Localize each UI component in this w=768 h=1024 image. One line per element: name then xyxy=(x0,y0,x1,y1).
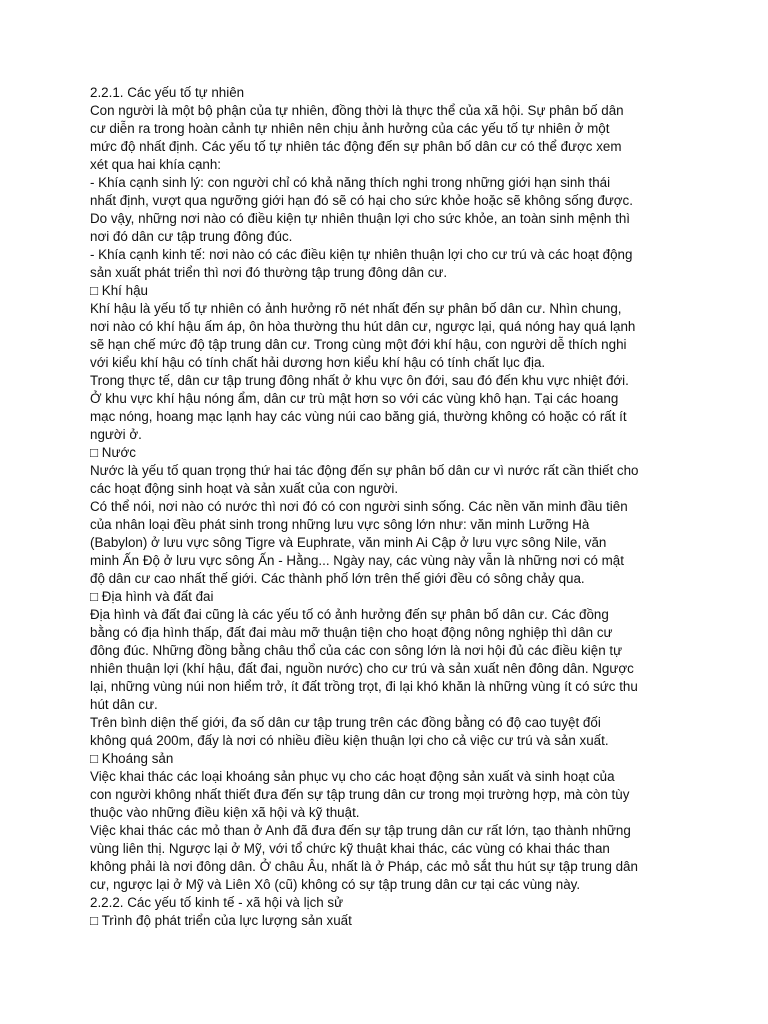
paragraph-line: vùng liên thị. Ngược lại ở Mỹ, với tổ chức kỹ thuật khai thác, các vùng có khai thác than xyxy=(90,841,610,856)
paragraph-line: minh Ấn Độ ở lưu vực sông Ấn - Hằng... Ngày nay, các vùng này vẫn là những nơi có mật xyxy=(90,553,624,568)
paragraph-line: - Khía cạnh kinh tế: nơi nào có các điều kiện tự nhiên thuận lợi cho cư trú và các hoạt động xyxy=(90,247,633,262)
paragraph-line: không quá 200m, đấy là nơi có nhiều điều kiện thuận lợi cho cả việc cư trú và sản xuất. xyxy=(90,733,609,748)
paragraph-line: - Khía cạnh sinh lý: con người chỉ có khả năng thích nghi trong những giới hạn sinh thái xyxy=(90,175,611,190)
paragraph-line: Địa hình và đất đai cũng là các yếu tố có ảnh hưởng đến sự phân bố dân cư. Các đồng xyxy=(90,607,609,622)
paragraph-line: Do vậy, những nơi nào có điều kiện tự nhiên thuận lợi cho sức khỏe, an toàn sinh mệnh thì xyxy=(90,211,630,226)
subsection-heading: □ Khoáng sản xyxy=(90,751,174,766)
subsection-heading: □ Địa hình và đất đai xyxy=(90,589,214,604)
paragraph-line: mạc nóng, hoang mạc lạnh hay các vùng núi cao băng giá, thường không có hoặc có rất ít xyxy=(90,409,627,424)
document-page xyxy=(90,84,690,930)
paragraph-line: Trong thực tế, dân cư tập trung đông nhất ở khu vực ôn đới, sau đó đến khu vực nhiệt đới. xyxy=(90,373,629,388)
subsection-heading: □ Trình độ phát triển của lực lượng sản xuất xyxy=(90,913,352,928)
paragraph-line: của nhân loại đều phát sinh trong những lưu vực sông lớn như: văn minh Lưỡng Hà xyxy=(90,517,590,532)
paragraph-line: con người không nhất thiết đưa đến sự tập trung dân cư trong mọi trường hợp, mà còn tùy xyxy=(90,787,630,802)
paragraph-line: đông đúc. Những đồng bằng châu thổ của các con sông lớn là nơi hội đủ các điều kiện tự xyxy=(90,643,623,658)
paragraph-line: Trên bình diện thế giới, đa số dân cư tập trung trên các đồng bằng có độ cao tuyệt đối xyxy=(90,715,601,730)
paragraph-line: các hoạt động sinh hoạt và sản xuất của con người. xyxy=(90,481,399,496)
paragraph-line: nơi đó dân cư tập trung đông đúc. xyxy=(90,229,293,244)
paragraph-line: nơi nào có khí hậu ấm áp, ôn hòa thường thu hút dân cư, ngược lại, quá nóng hay quá lạnh xyxy=(90,319,636,334)
paragraph-line: thuộc vào những điều kiện xã hội và kỹ thuật. xyxy=(90,805,360,820)
paragraph-line: với kiểu khí hậu có tính chất hải dương hơn kiểu khí hậu có tính chất lục địa. xyxy=(90,355,546,370)
subsection-heading: □ Nước xyxy=(90,445,136,460)
paragraph-line: bằng có địa hình thấp, đất đai màu mỡ thuận tiện cho hoạt động nông nghiệp thì dân cư xyxy=(90,625,613,640)
paragraph-line: Có thể nói, nơi nào có nước thì nơi đó có con người sinh sống. Các nền văn minh đầu tiên xyxy=(90,499,628,514)
subsection-heading: □ Khí hậu xyxy=(90,283,148,298)
paragraph-line: cư, ngược lại ở Mỹ và Liên Xô (cũ) không có sự tập trung dân cư tại các vùng này. xyxy=(90,877,581,892)
paragraph-line: (Babylon) ở lưu vực sông Tigre và Euphrate, văn minh Ai Cập ở lưu vực sông Nile, văn xyxy=(90,535,607,550)
paragraph-line: lại, những vùng núi non hiểm trở, ít đất trồng trọt, đi lại khó khăn là những vùng ít có sức thu xyxy=(90,679,638,694)
paragraph-line: hút dân cư. xyxy=(90,697,158,712)
paragraph-line: xét qua hai khía cạnh: xyxy=(90,157,222,172)
paragraph-line: nhiên thuận lợi (khí hậu, đất đai, nguồn nước) cho cư trú và sản xuất nên đông dân. Ngược xyxy=(90,661,634,676)
section-heading: 2.2.2. Các yếu tố kinh tế - xã hội và lịch sử xyxy=(90,895,344,910)
paragraph-line: Con người là một bộ phận của tự nhiên, đồng thời là thực thể của xã hội. Sự phân bố dân xyxy=(90,103,624,118)
section-heading: 2.2.1. Các yếu tố tự nhiên xyxy=(90,85,245,100)
paragraph-line: sản xuất phát triển thì nơi đó thường tập trung đông dân cư. xyxy=(90,265,448,280)
paragraph-line: Ở khu vực khí hậu nóng ẩm, dân cư trù mật hơn so với các vùng khô hạn. Tại các hoang xyxy=(90,391,619,406)
paragraph-line: Nước là yếu tố quan trọng thứ hai tác động đến sự phân bố dân cư vì nước rất cần thiết cho xyxy=(90,463,639,478)
paragraph-line: không phải là nơi đông dân. Ở châu Âu, nhất là ở Pháp, các mỏ sắt thu hút sự tập trung dân xyxy=(90,859,638,874)
paragraph-line: mức độ nhất định. Các yếu tố tự nhiên tác động đến sự phân bố dân cư có thể được xem xyxy=(90,139,622,154)
paragraph-line: Khí hậu là yếu tố tự nhiên có ảnh hưởng rõ nét nhất đến sự phân bố dân cư. Nhìn chung, xyxy=(90,301,622,316)
paragraph-line: sẽ hạn chế mức độ tập trung dân cư. Trong cùng một đới khí hậu, con người dễ thích nghi xyxy=(90,337,627,352)
paragraph-line: Việc khai thác các loại khoáng sản phục vụ cho các hoạt động sản xuất và sinh hoạt của xyxy=(90,769,615,784)
paragraph-line: cư diễn ra trong hoàn cảnh tự nhiên nên chịu ảnh hưởng của các yếu tố tự nhiên ở một xyxy=(90,121,610,136)
paragraph-line: người ở. xyxy=(90,427,142,442)
paragraph-line: độ dân cư cao nhất thế giới. Các thành phố lớn trên thế giới đều có sông chảy qua. xyxy=(90,571,585,586)
paragraph-line: Việc khai thác các mỏ than ở Anh đã đưa đến sự tập trung dân cư rất lớn, tạo thành những xyxy=(90,823,631,838)
paragraph-line: nhất định, vượt qua ngưỡng giới hạn đó sẽ có hại cho sức khỏe hoặc sẽ không sống được. xyxy=(90,193,633,208)
